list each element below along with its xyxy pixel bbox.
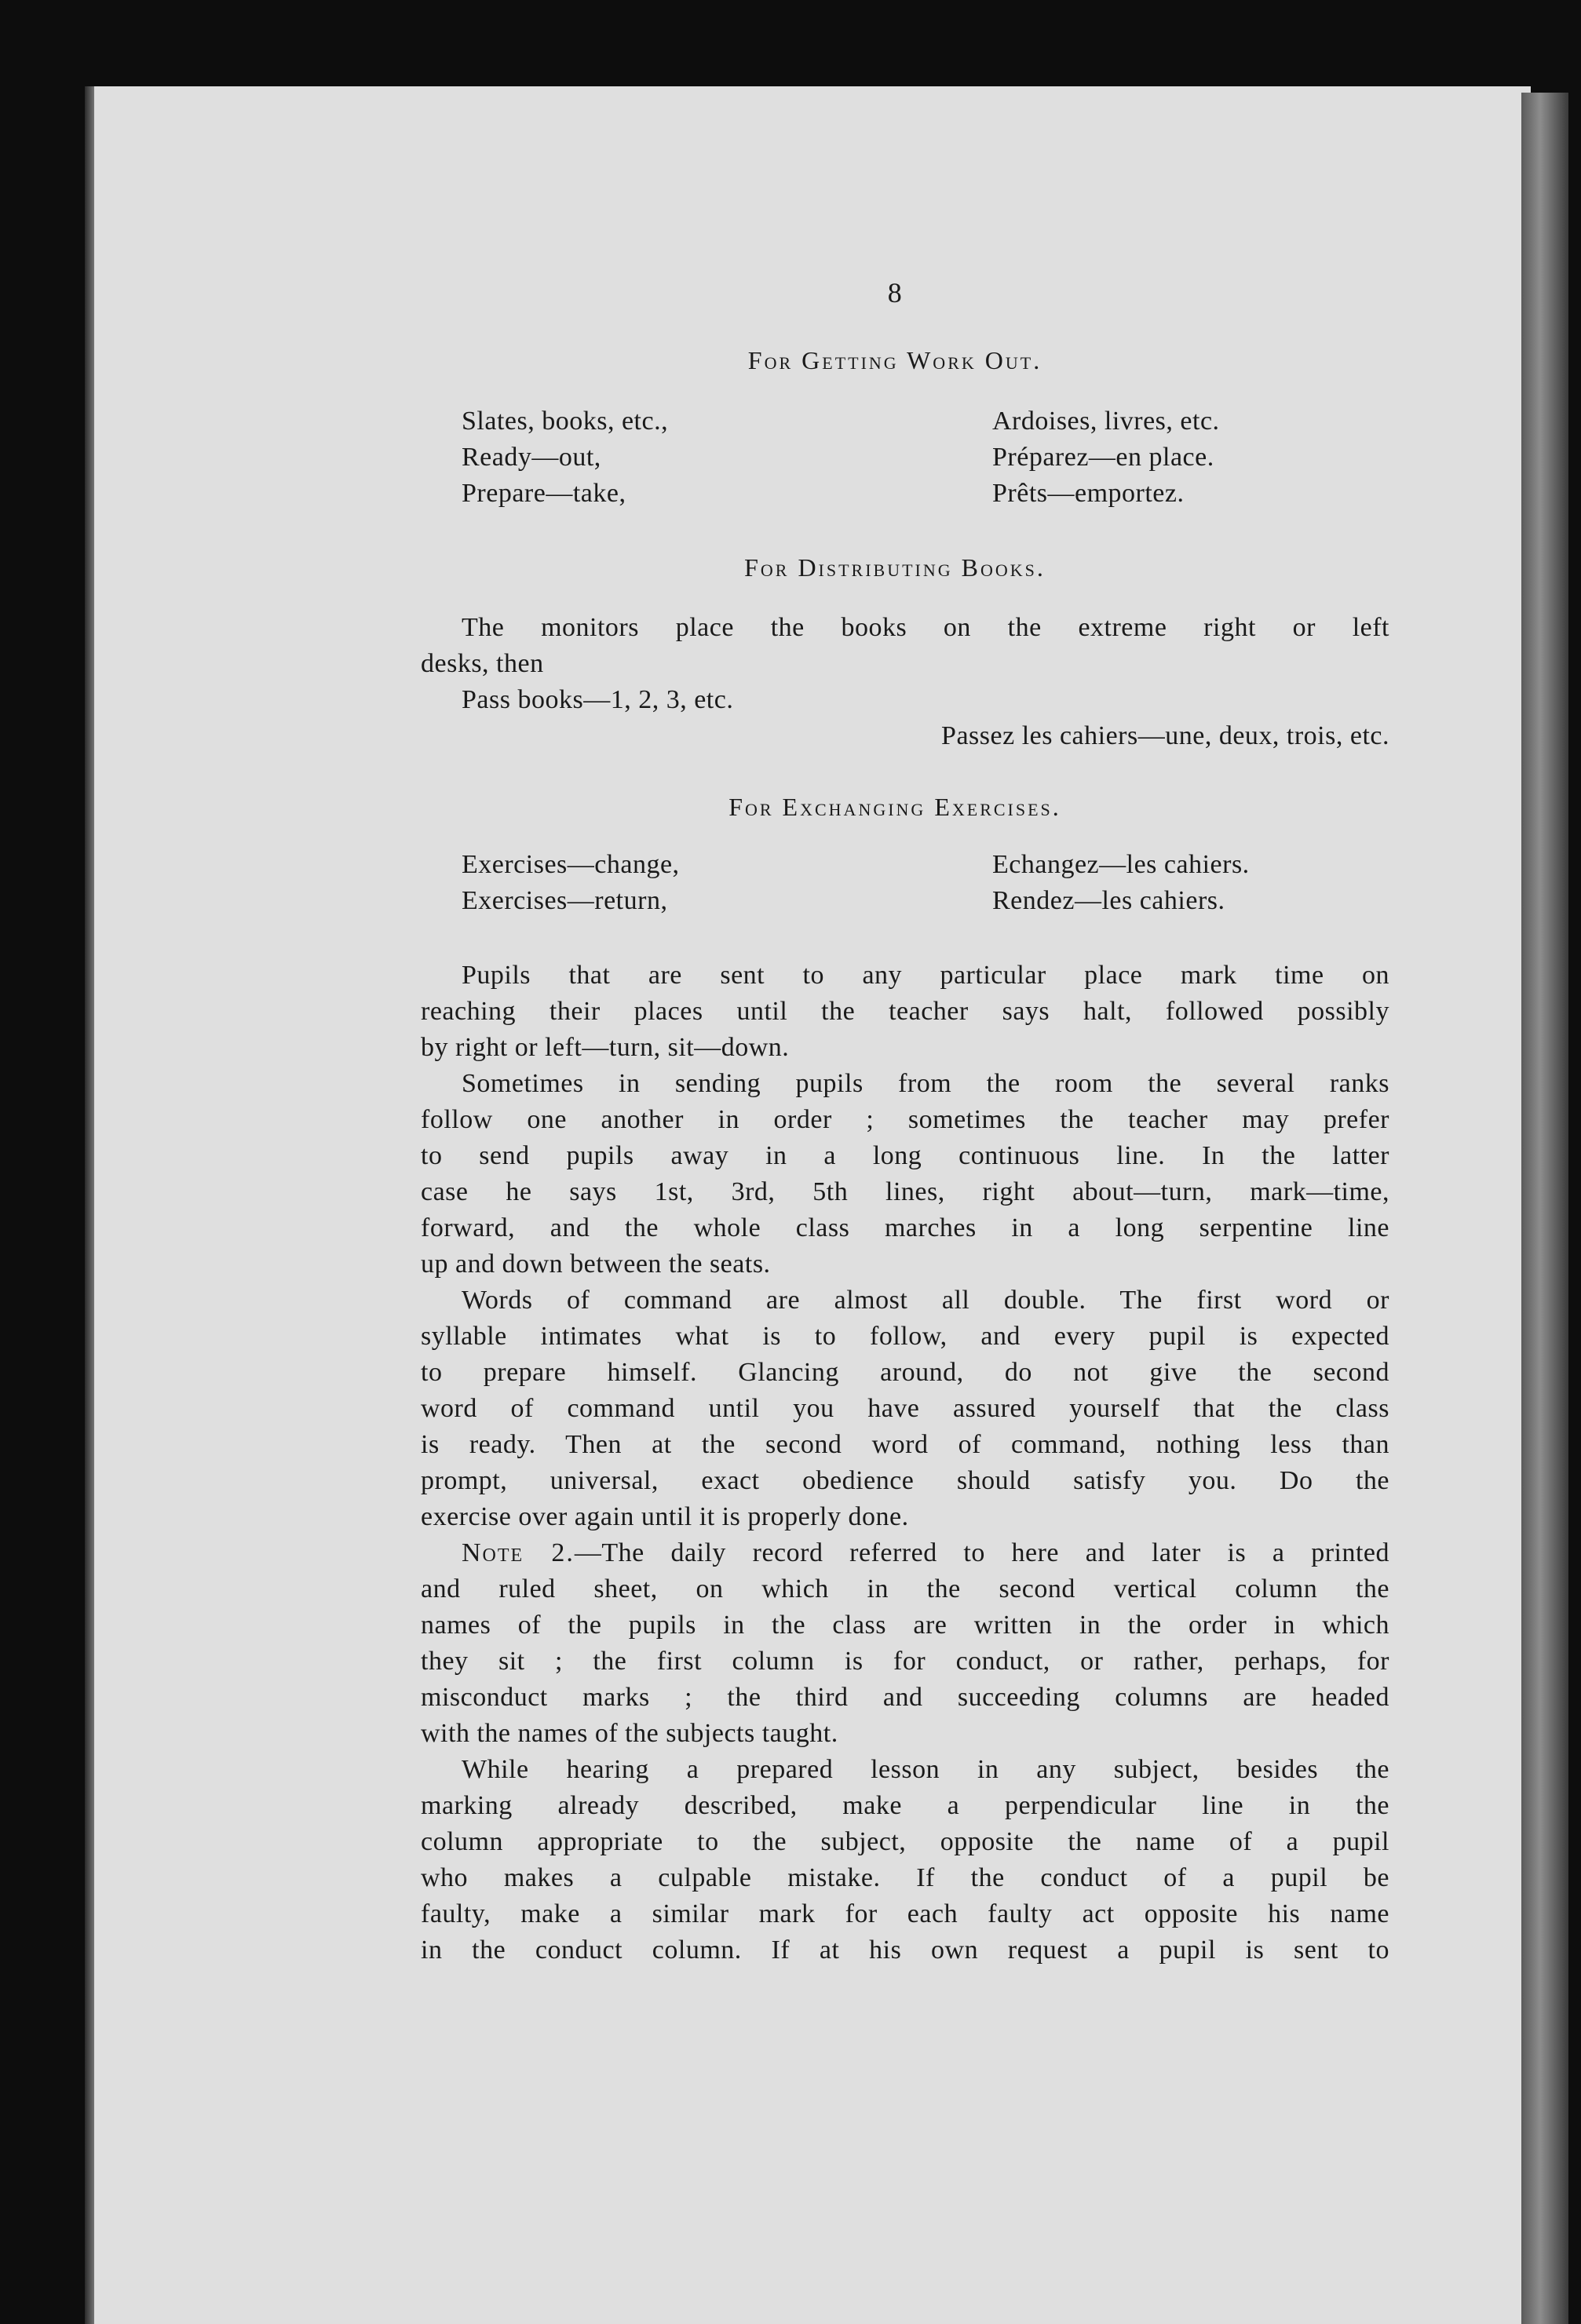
text-line: marking already described, make a perpendicular line in the: [421, 1791, 1389, 1820]
text-line: The monitors place the books on the extreme right or left: [462, 613, 1389, 642]
text-line: Sometimes in sending pupils from the room the several ranks: [462, 1069, 1389, 1098]
text-line: is ready. Then at the second word of command, nothing less than: [421, 1430, 1389, 1459]
command-line: Echangez—les cahiers.: [992, 850, 1250, 879]
text-line: misconduct marks ; the third and succeeding columns are headed: [421, 1683, 1389, 1712]
text-line: prompt, universal, exact obedience should satisfy you. Do the: [421, 1466, 1389, 1495]
text-line: Words of command are almost all double. The first word or: [462, 1286, 1389, 1315]
text-line: desks, then: [421, 649, 544, 678]
command-line: Prêts—emportez.: [992, 479, 1185, 508]
text-line: they sit ; the first column is for conduct, or rather, perhaps, for: [421, 1647, 1389, 1676]
text-line: follow one another in order ; sometimes the teacher may prefer: [421, 1105, 1389, 1134]
text-line: to send pupils away in a long continuous line. In the latter: [421, 1141, 1389, 1170]
text-line: column appropriate to the subject, opposite the name of a pupil: [421, 1827, 1389, 1856]
page-number: 8: [887, 277, 903, 308]
text-line: with the names of the subjects taught.: [421, 1719, 838, 1748]
text-line: faulty, make a similar mark for each faulty act opposite his name: [421, 1899, 1389, 1928]
command-line: Rendez—les cahiers.: [992, 886, 1225, 915]
commands-french-exchange: [992, 847, 1432, 919]
note-text: —The daily record referred to here and later is a printed: [574, 1538, 1389, 1567]
text-line: by right or left—turn, sit—down.: [421, 1033, 790, 1062]
heading-exchanging-exercises: For Exchanging Exercises.: [728, 793, 1061, 821]
text-line: Passez les cahiers—une, deux, trois, etc.: [941, 721, 1389, 750]
text-line: to prepare himself. Glancing around, do not give the second: [421, 1358, 1389, 1387]
command-line: Prepare—take,: [462, 479, 626, 508]
command-line: Slates, books, etc.,: [462, 407, 669, 436]
command-line: Ready—out,: [462, 443, 601, 472]
command-line: Ardoises, livres, etc.: [992, 407, 1220, 436]
text-line: names of the pupils in the class are written in the order in which: [421, 1611, 1389, 1640]
text-line: While hearing a prepared lesson in any subject, besides the: [462, 1755, 1389, 1784]
heading-getting-work-out: For Getting Work Out.: [747, 346, 1042, 374]
commands-english-exchange: [462, 847, 933, 919]
text-line: up and down between the seats.: [421, 1250, 771, 1279]
note-label: Note 2.: [462, 1538, 575, 1567]
text-line: Pupils that are sent to any particular place mark time on: [462, 961, 1389, 990]
command-line: Exercises—return,: [462, 886, 668, 915]
text-line: reaching their places until the teacher says halt, followed possibly: [421, 997, 1389, 1026]
commands-english-work-out: [462, 403, 933, 512]
page-right-edge: [1521, 93, 1568, 2324]
text-line: syllable intimates what is to follow, and every pupil is expected: [421, 1322, 1389, 1351]
heading-distributing-books: For Distributing Books.: [744, 553, 1046, 582]
text-line: forward, and the whole class marches in a long serpentine line: [421, 1213, 1389, 1242]
text-line: case he says 1st, 3rd, 5th lines, right about—turn, mark—time,: [421, 1177, 1389, 1206]
command-line: Préparez—en place.: [992, 443, 1214, 472]
text-line: in the conduct column. If at his own request a pupil is sent to: [421, 1935, 1389, 1965]
text-line: exercise over again until it is properly done.: [421, 1502, 909, 1531]
body-text: [421, 958, 1389, 1968]
text-line: and ruled sheet, on which in the second vertical column the: [421, 1574, 1389, 1603]
text-line: who makes a culpable mistake. If the conduct of a pupil be: [421, 1863, 1389, 1892]
text-line: Pass books—1, 2, 3, etc.: [462, 685, 734, 714]
distributing-books-text: [421, 610, 1389, 754]
commands-french-work-out: [992, 403, 1432, 512]
command-line: Exercises—change,: [462, 850, 680, 879]
text-line: word of command until you have assured yourself that the class: [421, 1394, 1389, 1423]
text-line: [421, 1535, 1389, 1571]
